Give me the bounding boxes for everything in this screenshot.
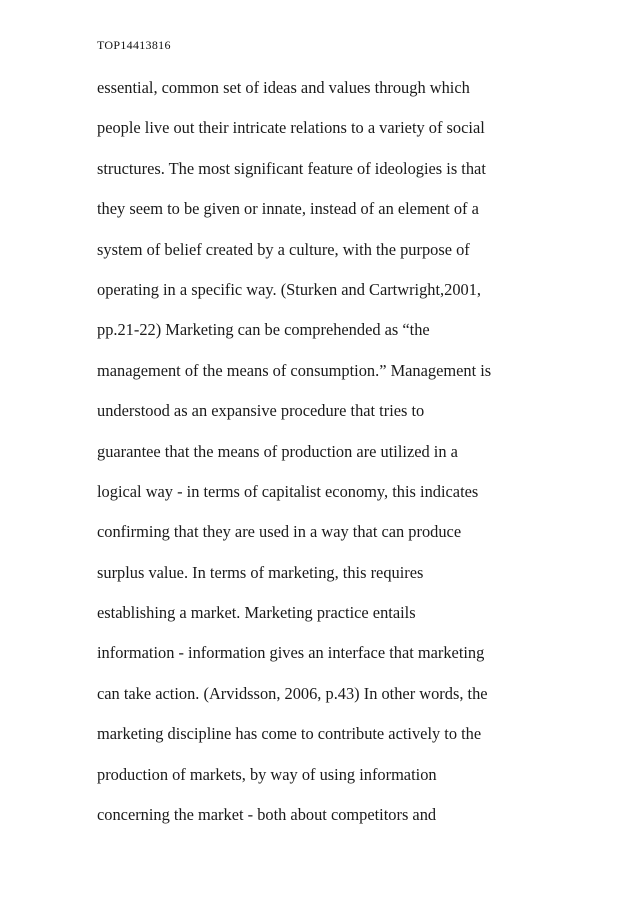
body-line: concerning the market - both about competitors and — [97, 805, 437, 825]
body-line: system of belief created by a culture, with the purpose of — [97, 239, 470, 259]
body-line: information - information gives an interface that marketing — [97, 643, 485, 663]
body-line: management of the means of consumption.” Management is — [97, 360, 492, 380]
body-line: understood as an expansive procedure that tries to — [97, 401, 425, 421]
body-line: guarantee that the means of production are utilized in a — [97, 441, 458, 461]
body-line: production of markets, by way of using information — [97, 764, 437, 784]
body-line: surplus value. In terms of marketing, this requires — [97, 562, 424, 582]
body-line: essential, common set of ideas and values through which — [97, 78, 470, 97]
document-id-header: TOP14413816 — [97, 38, 171, 52]
body-line: confirming that they are used in a way that can produce — [97, 522, 462, 542]
body-line: operating in a specific way. (Sturken and Cartwright,2001, — [97, 279, 482, 299]
body-line: establishing a market. Marketing practice entails — [97, 603, 416, 623]
body-line: logical way - in terms of capitalist economy, this indicates — [97, 481, 479, 501]
body-line: they seem to be given or innate, instead of an element of a — [97, 199, 479, 219]
body-line: pp.21-22) Marketing can be comprehended as “the — [97, 320, 430, 340]
document-body-paragraph — [97, 76, 557, 843]
body-line: can take action. (Arvidsson, 2006, p.43) In other words, the — [97, 683, 488, 703]
body-line: marketing discipline has come to contribute actively to the — [97, 724, 482, 744]
body-line: people live out their intricate relations to a variety of social — [97, 118, 485, 138]
body-line: structures. The most significant feature of ideologies is that — [97, 158, 486, 178]
